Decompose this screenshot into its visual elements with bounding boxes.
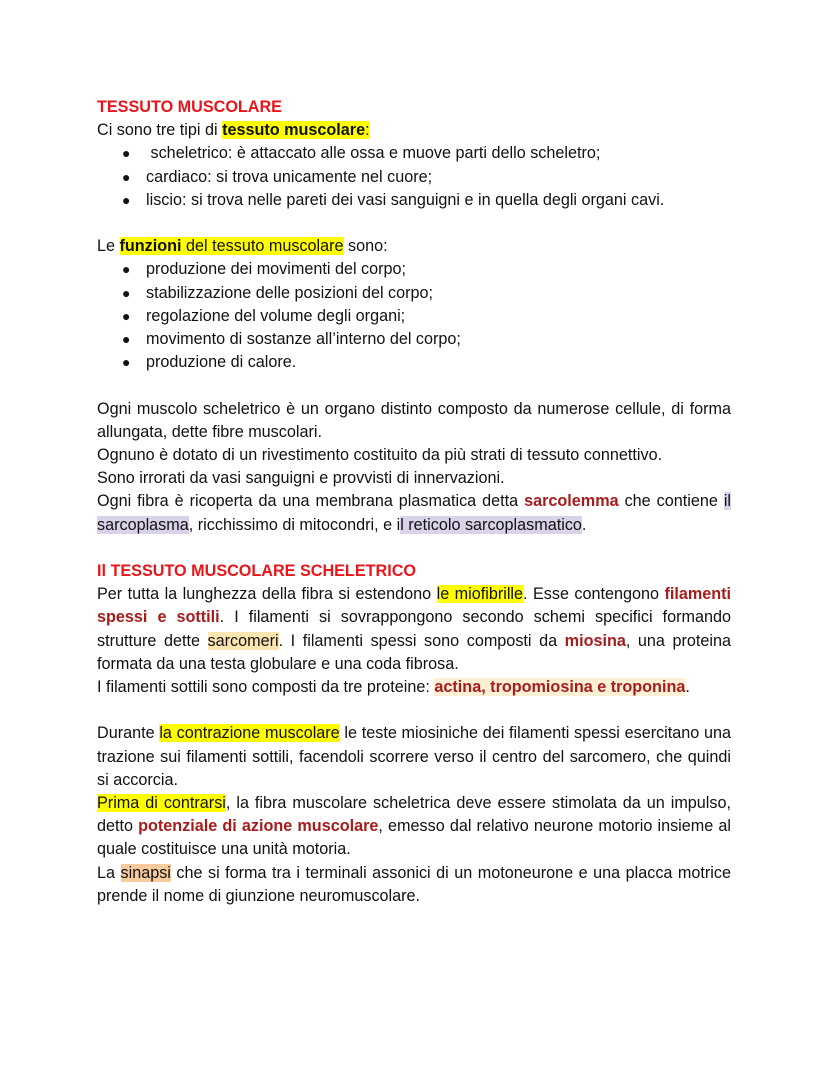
paragraph-sinapsi: La sinapsi che si forma tra i terminali assonici di un motoneurone e una placca motrice prende il nome di giunzione neuromuscolare.: [97, 863, 731, 905]
bullet-icon: ●: [122, 284, 131, 301]
spacer: [97, 699, 731, 722]
list-item: ● liscio: si trova nelle pareti dei vasi sanguigni e in quella degli organi cavi.: [97, 189, 731, 212]
highlight-reticolo-sarcoplasmatico: l reticolo sarcoplasmatico: [400, 515, 582, 534]
paragraph-muscolo-scheletrico: Ogni muscolo scheletrico è un organo distinto composto da numerose cellule, di forma allungata, dette fibre muscolari.: [97, 399, 731, 441]
section-heading-scheletrico: Il TESSUTO MUSCOLARE SCHELETRICO: [97, 562, 416, 581]
highlight-contrazione-muscolare: la contrazione muscolare: [159, 724, 340, 743]
paragraph-miofibrille: Per tutta la lunghezza della fibra si estendono le miofibrille. Esse contengono filamenti spessi e sottili. I filamenti si sovrappongono secondo schemi specifici formando strutture dette sarcomeri. I filamenti spessi sono composti da miosina, una proteina formata da una testa globulare e una coda fibrosa.: [97, 585, 731, 673]
paragraph-contrazione: Durante la contrazione muscolare le teste miosiniche dei filamenti spessi esercitano una trazione sui filamenti sottili, facendoli scorrere verso il centro del sarcomero, che quindi si accorcia.: [97, 724, 732, 789]
bullet-icon: ●: [122, 261, 131, 278]
bullet-icon: ●: [122, 191, 131, 208]
highlight-sarcoplasma: il sarcoplasma: [97, 492, 732, 534]
highlight-prima-di-contrarsi: Prima di contrarsi: [97, 794, 226, 813]
paragraph-rivestimento: Ognuno è dotato di un rivestimento costituito da più strati di tessuto connettivo.: [97, 446, 663, 465]
highlight-tessuto-muscolare: tessuto muscolare: [222, 121, 366, 140]
spacer: [97, 212, 731, 235]
paragraph-irrorati: Sono irrorati da vasi sanguigni e provvisti di innervazioni.: [97, 469, 505, 488]
list-item: ● cardiaco: si trova unicamente nel cuore;: [97, 166, 731, 189]
term-miosina: miosina: [564, 631, 626, 650]
highlight-sinapsi: sinapsi: [120, 863, 171, 882]
paragraph-filamenti-sottili: I filamenti sottili sono composti da tre proteine: actina, tropomiosina e troponina.: [97, 678, 690, 697]
bullet-icon: ●: [122, 331, 131, 348]
term-filamenti: filamenti spessi e sottili: [97, 585, 731, 627]
list-item: ● scheletrico: è attaccato alle ossa e muove parti dello scheletro;: [97, 142, 731, 165]
list-item: ● produzione di calore.: [97, 351, 731, 374]
paragraph-potenziale-azione: Prima di contrarsi, la fibra muscolare scheletrica deve essere stimolata da un impulso, detto potenziale di azione muscolare, emesso dal relativo neurone motorio insieme al quale costituisce una unità motoria.: [97, 794, 731, 859]
list-item: ● regolazione del volume degli organi;: [97, 305, 731, 328]
highlight-sarcomeri: sarcomeri: [207, 631, 279, 650]
muscle-types-list: [97, 142, 731, 212]
paragraph-sarcolemma: Ogni fibra è ricoperta da una membrana plasmatica detta sarcolemma che contiene il sarcoplasma, ricchissimo di mitocondri, e il reticolo sarcoplasmatico.: [97, 492, 732, 534]
list-item: ● movimento di sostanze all’interno del corpo;: [97, 328, 731, 351]
types-intro: Ci sono tre tipi di tessuto muscolare:: [97, 121, 370, 140]
document-page: [97, 96, 731, 908]
list-item: ● produzione dei movimenti del corpo;: [97, 258, 731, 281]
list-item: ● stabilizzazione delle posizioni del corpo;: [97, 282, 731, 305]
term-sarcolemma: sarcolemma: [524, 492, 619, 511]
term-potenziale-azione: potenziale di azione muscolare: [138, 817, 379, 836]
functions-list: [97, 258, 731, 374]
highlight-funzioni: funzioni del tessuto muscolare: [119, 237, 344, 256]
term-actina-tropomiosina-troponina: actina, tropomiosina e troponina: [434, 678, 686, 697]
spacer: [97, 537, 731, 560]
bullet-icon: ●: [122, 168, 131, 185]
bullet-icon: ●: [122, 354, 131, 371]
section-heading-tessuto-muscolare: TESSUTO MUSCOLARE: [97, 98, 282, 116]
bullet-icon: ●: [122, 145, 131, 162]
functions-intro: Le funzioni del tessuto muscolare sono:: [97, 237, 388, 256]
bullet-icon: ●: [122, 307, 131, 324]
spacer: [97, 374, 731, 397]
highlight-miofibrille: le miofibrille: [436, 585, 524, 604]
